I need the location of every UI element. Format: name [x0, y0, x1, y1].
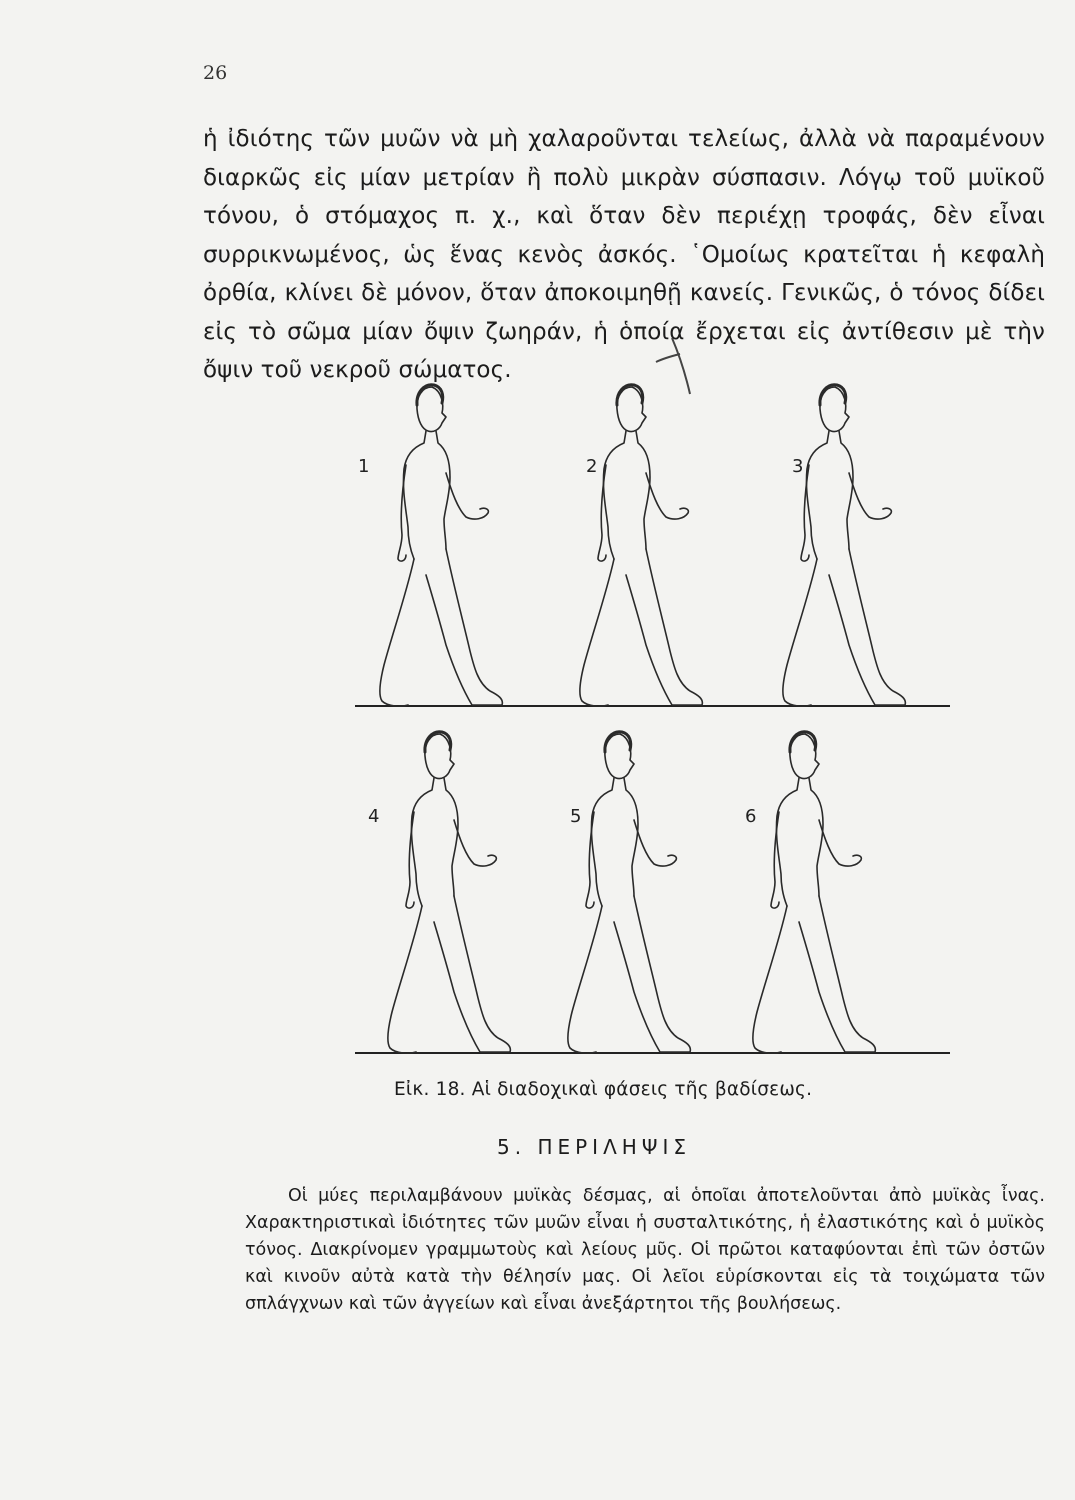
summary-text: [245, 1183, 1045, 1318]
walking-phases-figure: [340, 360, 960, 1080]
walker-phase-5: [568, 732, 691, 1053]
phase-label-6: 6: [745, 806, 757, 827]
body-paragraph: ἡ ἰδιότης τῶν μυῶν νὰ μὴ χαλαροῦνται τελείως, ἀλλὰ νὰ παραμένουν διαρκῶς εἰς μίαν μετρίαν ἢ πολὺ μικρὰν σύσπασιν. Λόγῳ τοῦ μυϊκοῦ τόνου, ὁ στόμαχος π. χ., καὶ ὅταν δὲν περιέχῃ τροφάς, δὲν εἶναι συρρικνωμένος, ὡς ἕνας κενὸς ἀσκός. ῾Ομοίως κρατεῖται ἡ κεφαλὴ ὀρθία, κλίνει δὲ μόνον, ὅταν ἀποκοιμηθῇ κανείς. Γενικῶς, ὁ τόνος δίδει εἰς τὸ σῶμα μίαν ὄψιν ζωηράν, ἡ ὁποία ἔρχεται εἰς ἀντίθεσιν μὲ τὴν ὄψιν τοῦ νεκροῦ σώματος.: [203, 126, 1045, 383]
phase-label-1: 1: [358, 456, 370, 477]
walker-phase-4: [388, 732, 511, 1053]
page-number: 26: [203, 62, 228, 84]
figure-caption: Εἰκ. 18. Αἱ διαδοχικαὶ φάσεις τῆς βαδίσεως.: [394, 1079, 813, 1100]
walker-phase-1: [380, 385, 503, 706]
walking-phases-illustration: [340, 360, 960, 1080]
summary-paragraph: Οἱ μύες περιλαμβάνουν μυϊκὰς δέσμας, αἱ ὁποῖαι ἀποτελοῦνται ἀπὸ μυϊκὰς ἶνας. Χαρακτηριστικαὶ ἰδιότητες τῶν μυῶν εἶναι ἡ συσταλτικότης, ἡ ἐλαστικότης καὶ ὁ μυϊκὸς τόνος. Διακρίνομεν γραμμωτοὺς καὶ λείους μῦς. Οἱ πρῶτοι καταφύονται ἐπὶ τῶν ὀστῶν καὶ κινοῦν αὐτὰ κατὰ τὴν θέλησίν μας. Οἱ λεῖοι εὑρίσκονται εἰς τὰ τοιχώματα τῶν σπλάγχνων καὶ τῶν ἀγγείων καὶ εἶναι ἀνεξάρτητοι τῆς βουλήσεως.: [245, 1186, 1045, 1314]
body-text: [203, 120, 1045, 390]
phase-label-4: 4: [368, 806, 380, 827]
walker-phase-3: [783, 385, 906, 706]
phase-label-2: 2: [586, 456, 598, 477]
phase-label-5: 5: [570, 806, 582, 827]
walker-phase-6: [753, 732, 876, 1053]
walker-phase-2: [580, 385, 703, 706]
section-heading: 5. ΠΕΡΙΛΗΨΙΣ: [497, 1135, 692, 1159]
phase-label-3: 3: [792, 456, 804, 477]
